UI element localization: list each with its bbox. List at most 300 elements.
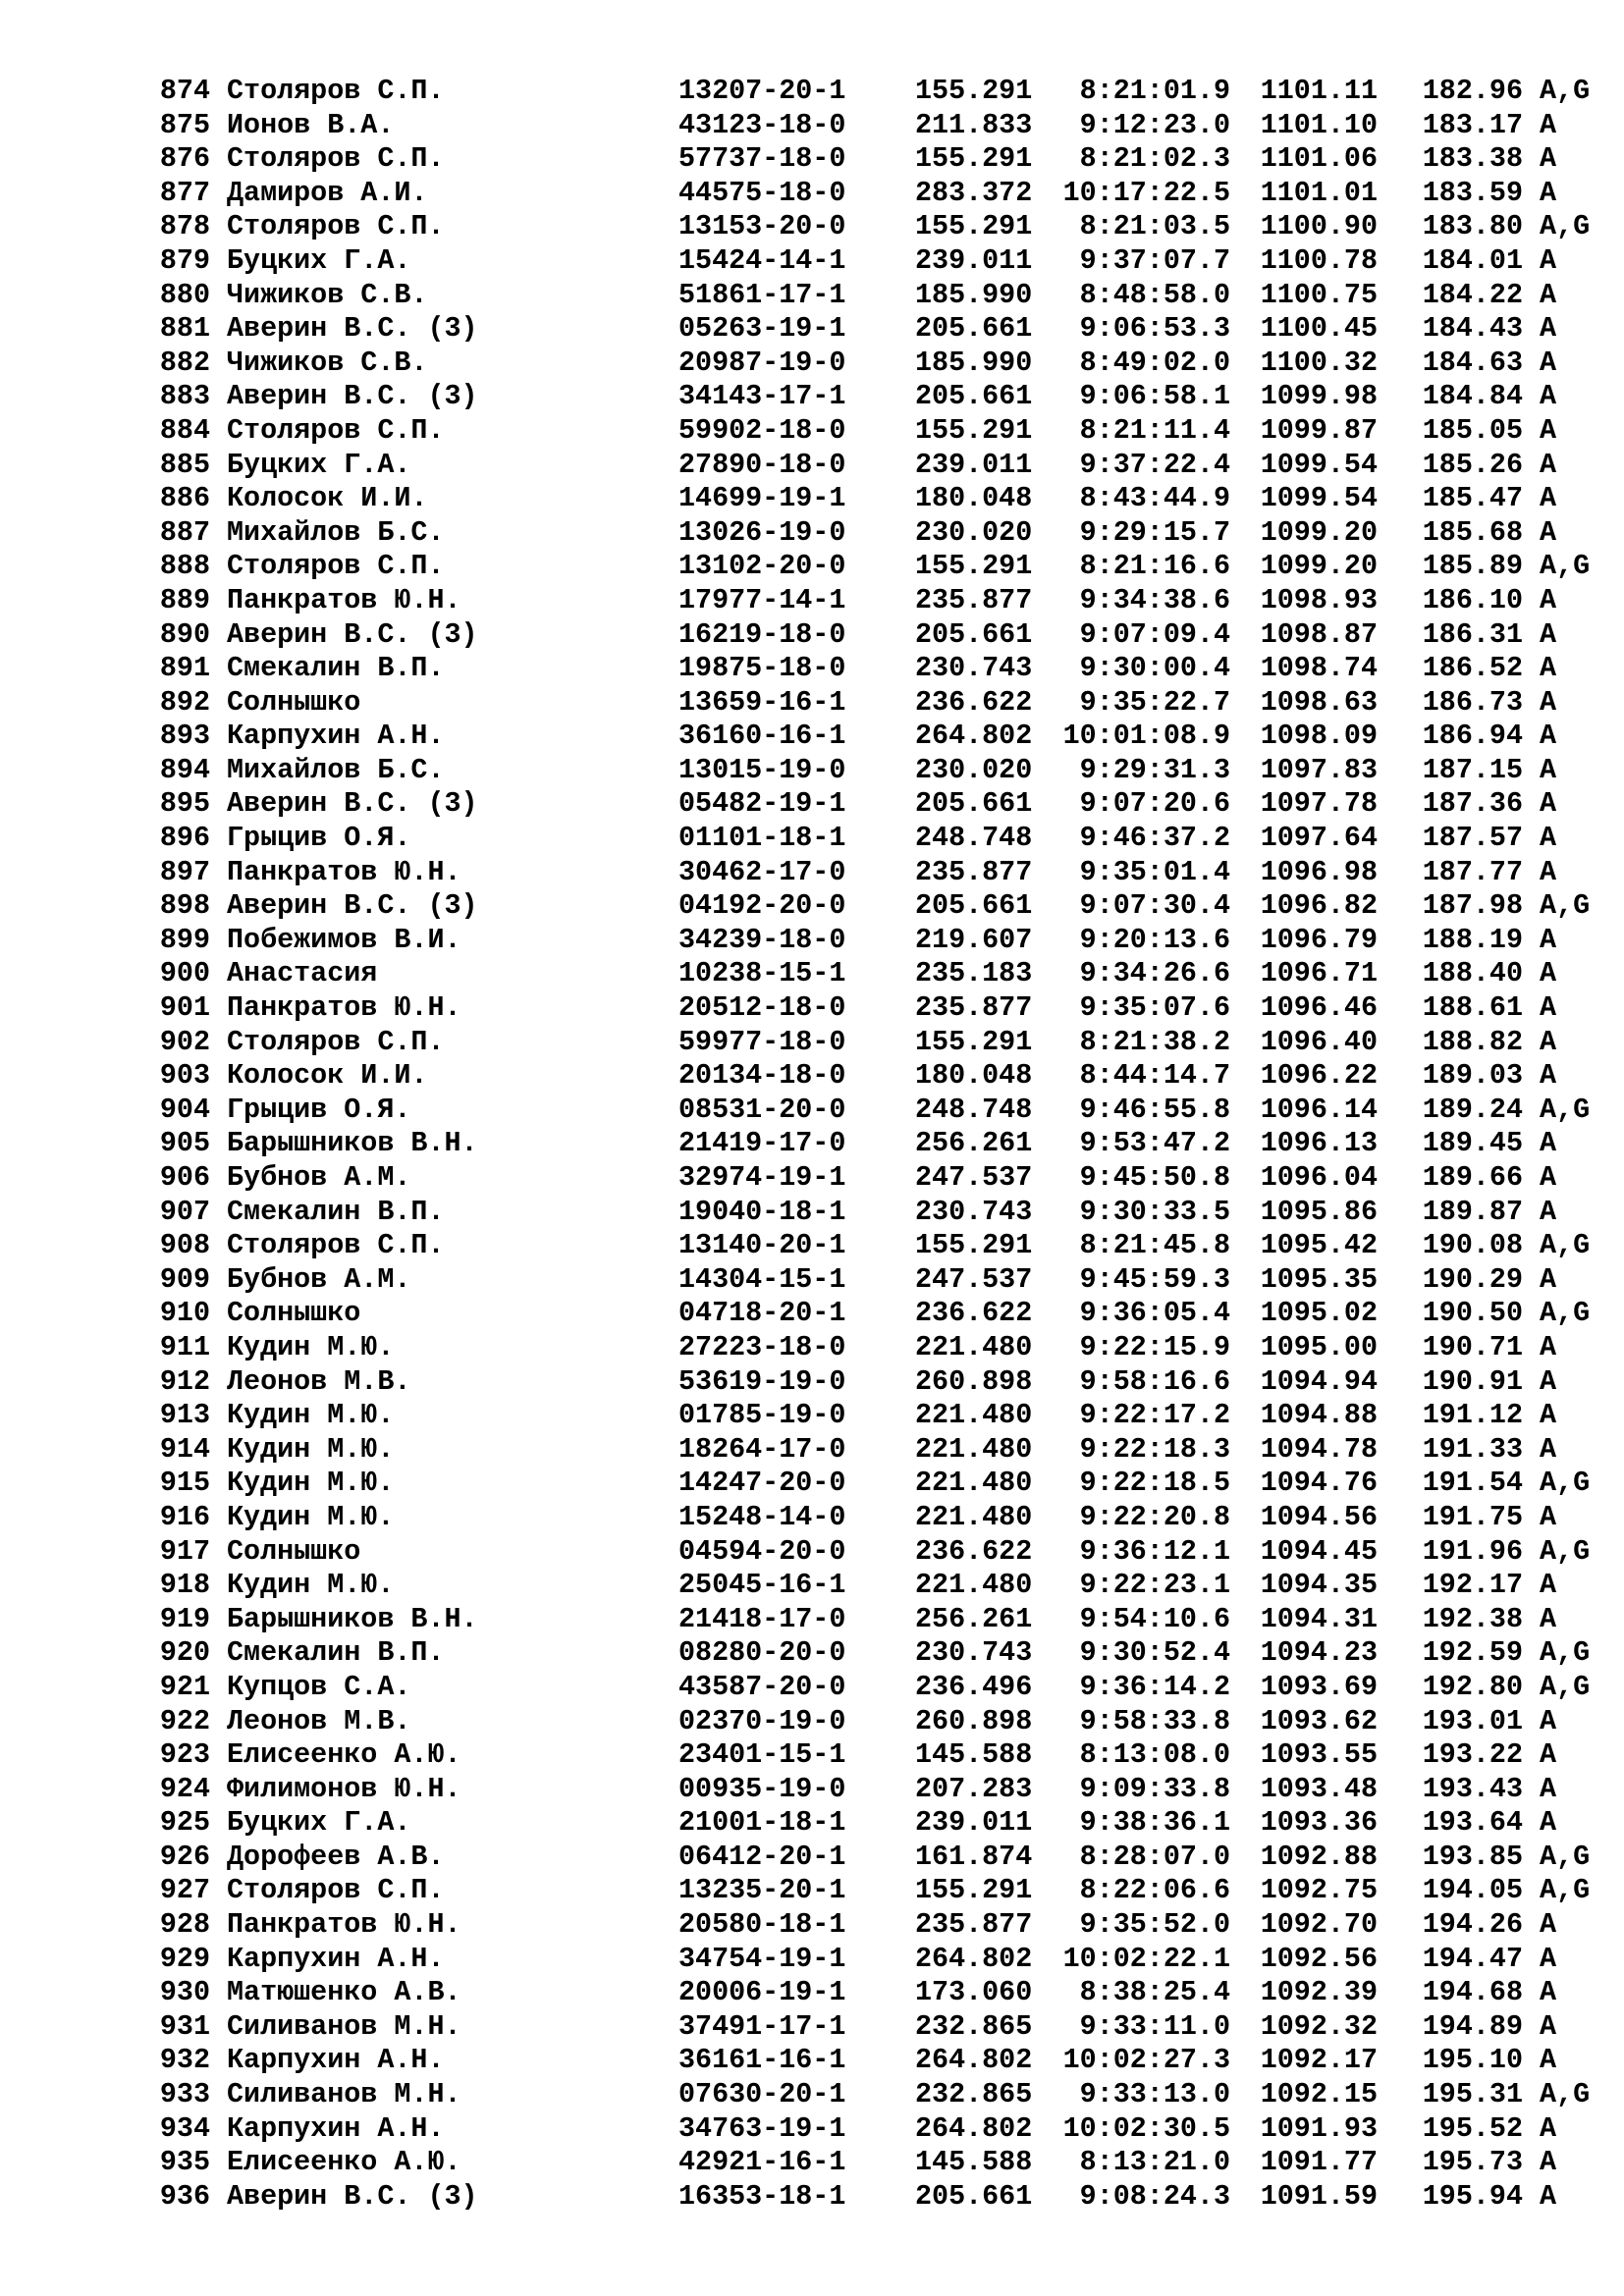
table-row <box>143 652 1590 686</box>
distance-km: 219.607 <box>915 923 1033 956</box>
table-row <box>143 618 1590 653</box>
fancier-name: Кудин М.Ю. <box>227 1399 395 1432</box>
fancier-name: Матюшенко А.В. <box>227 1976 461 2009</box>
ring-number: 19040-18-1 <box>678 1195 846 1228</box>
table-row <box>143 312 1590 347</box>
arrival-time: 9:33:11.0 <box>1079 2009 1230 2043</box>
ring-number: 36161-16-1 <box>678 2044 846 2077</box>
place-number: 904 <box>159 1093 210 1126</box>
ring-number: 10238-15-1 <box>678 957 846 990</box>
place-number: 928 <box>159 1908 210 1942</box>
table-row <box>143 720 1590 754</box>
speed-value: 1100.75 <box>1260 278 1378 311</box>
coefficient: 186.94 <box>1422 720 1523 753</box>
place-number: 914 <box>159 1432 210 1466</box>
fancier-name: Силиванов М.Н. <box>227 2078 461 2111</box>
arrival-time: 9:06:53.3 <box>1079 312 1230 346</box>
distance-km: 256.261 <box>915 1602 1033 1635</box>
table-row <box>143 1501 1590 1535</box>
table-row <box>143 449 1590 483</box>
fancier-name: Смекалин В.П. <box>227 652 445 685</box>
fancier-name: Леонов М.В. <box>227 1704 411 1737</box>
table-row <box>143 924 1590 958</box>
distance-km: 235.877 <box>915 991 1033 1025</box>
results-table <box>143 75 1590 2214</box>
speed-value: 1094.45 <box>1260 1534 1378 1568</box>
arrival-time: 9:30:33.5 <box>1079 1195 1230 1228</box>
distance-km: 230.020 <box>915 515 1033 549</box>
place-number: 885 <box>159 448 210 481</box>
distance-km: 236.622 <box>915 685 1033 719</box>
arrival-time: 8:22:06.6 <box>1079 1874 1230 1907</box>
speed-value: 1099.54 <box>1260 448 1378 481</box>
fancier-name: Аверин В.С. (3) <box>227 312 478 346</box>
fancier-name: Буцких Г.А. <box>227 243 411 277</box>
place-number: 890 <box>159 617 210 651</box>
category-flag: A <box>1540 855 1557 888</box>
place-number: 879 <box>159 243 210 277</box>
coefficient: 193.64 <box>1422 1806 1523 1840</box>
ring-number: 04594-20-0 <box>678 1534 846 1568</box>
fancier-name: Колосок И.И. <box>227 482 428 515</box>
speed-value: 1094.88 <box>1260 1399 1378 1432</box>
category-flag: A <box>1540 1704 1557 1737</box>
arrival-time: 9:37:22.4 <box>1079 448 1230 481</box>
speed-value: 1099.98 <box>1260 380 1378 413</box>
distance-km: 207.283 <box>915 1772 1033 1805</box>
speed-value: 1095.35 <box>1260 1262 1378 1296</box>
ring-number: 13102-20-0 <box>678 550 846 583</box>
category-flag: A <box>1540 1569 1557 1602</box>
ring-number: 32974-19-1 <box>678 1161 846 1194</box>
distance-km: 180.048 <box>915 1059 1033 1093</box>
distance-km: 247.537 <box>915 1262 1033 1296</box>
fancier-name: Панкратов Ю.Н. <box>227 855 461 888</box>
table-row <box>143 1365 1590 1400</box>
ring-number: 14699-19-1 <box>678 482 846 515</box>
distance-km: 180.048 <box>915 482 1033 515</box>
category-flag: A <box>1540 1330 1557 1363</box>
distance-km: 260.898 <box>915 1704 1033 1737</box>
coefficient: 184.01 <box>1422 243 1523 277</box>
arrival-time: 8:38:25.4 <box>1079 1976 1230 2009</box>
ring-number: 27223-18-0 <box>678 1330 846 1363</box>
place-number: 909 <box>159 1262 210 1296</box>
arrival-time: 9:38:36.1 <box>1079 1806 1230 1840</box>
speed-value: 1092.70 <box>1260 1908 1378 1942</box>
fancier-name: Аверин В.С. (3) <box>227 380 478 413</box>
distance-km: 232.865 <box>915 2078 1033 2111</box>
arrival-time: 9:53:47.2 <box>1079 1127 1230 1160</box>
fancier-name: Солнышко <box>227 685 361 719</box>
arrival-time: 8:21:03.5 <box>1079 210 1230 243</box>
distance-km: 205.661 <box>915 380 1033 413</box>
table-row <box>143 1671 1590 1705</box>
place-number: 913 <box>159 1399 210 1432</box>
arrival-time: 8:49:02.0 <box>1079 346 1230 379</box>
speed-value: 1092.88 <box>1260 1840 1378 1873</box>
place-number: 926 <box>159 1840 210 1873</box>
place-number: 883 <box>159 380 210 413</box>
distance-km: 248.748 <box>915 822 1033 855</box>
distance-km: 260.898 <box>915 1364 1033 1398</box>
arrival-time: 9:46:55.8 <box>1079 1093 1230 1126</box>
arrival-time: 10:01:08.9 <box>1062 720 1230 753</box>
category-flag: A,G <box>1540 1467 1591 1500</box>
speed-value: 1094.35 <box>1260 1569 1378 1602</box>
table-row <box>143 380 1590 414</box>
speed-value: 1099.20 <box>1260 515 1378 549</box>
table-row <box>143 516 1590 551</box>
category-flag: A <box>1540 278 1557 311</box>
coefficient: 188.61 <box>1422 991 1523 1025</box>
place-number: 910 <box>159 1297 210 1330</box>
coefficient: 188.82 <box>1422 1025 1523 1058</box>
speed-value: 1092.32 <box>1260 2009 1378 2043</box>
table-row <box>143 75 1590 109</box>
ring-number: 36160-16-1 <box>678 720 846 753</box>
speed-value: 1101.11 <box>1260 75 1378 107</box>
speed-value: 1096.14 <box>1260 1093 1378 1126</box>
fancier-name: Буцких Г.А. <box>227 1806 411 1840</box>
coefficient: 186.31 <box>1422 617 1523 651</box>
table-row <box>143 1636 1590 1671</box>
fancier-name: Аверин В.С. (3) <box>227 787 478 821</box>
fancier-name: Силиванов М.Н. <box>227 2009 461 2043</box>
speed-value: 1092.56 <box>1260 1942 1378 1975</box>
ring-number: 20006-19-1 <box>678 1976 846 2009</box>
speed-value: 1100.32 <box>1260 346 1378 379</box>
arrival-time: 9:22:18.3 <box>1079 1432 1230 1466</box>
ring-number: 13207-20-1 <box>678 75 846 107</box>
fancier-name: Солнышко <box>227 1297 361 1330</box>
category-flag: A <box>1540 753 1557 786</box>
category-flag: A <box>1540 1942 1557 1975</box>
arrival-time: 9:45:59.3 <box>1079 1262 1230 1296</box>
speed-value: 1097.78 <box>1260 787 1378 821</box>
distance-km: 205.661 <box>915 889 1033 923</box>
category-flag: A <box>1540 1772 1557 1805</box>
table-row <box>143 1229 1590 1263</box>
category-flag: A <box>1540 1602 1557 1635</box>
place-number: 920 <box>159 1636 210 1670</box>
coefficient: 185.68 <box>1422 515 1523 549</box>
category-flag: A <box>1540 1127 1557 1160</box>
category-flag: A,G <box>1540 1670 1591 1703</box>
speed-value: 1099.54 <box>1260 482 1378 515</box>
place-number: 931 <box>159 2009 210 2043</box>
ring-number: 20580-18-1 <box>678 1908 846 1942</box>
speed-value: 1096.79 <box>1260 923 1378 956</box>
place-number: 896 <box>159 822 210 855</box>
arrival-time: 8:44:14.7 <box>1079 1059 1230 1093</box>
coefficient: 183.17 <box>1422 108 1523 141</box>
category-flag: A <box>1540 787 1557 821</box>
place-number: 878 <box>159 210 210 243</box>
arrival-time: 9:35:52.0 <box>1079 1908 1230 1942</box>
fancier-name: Чижиков С.В. <box>227 346 428 379</box>
category-flag: A <box>1540 1432 1557 1466</box>
category-flag: A <box>1540 243 1557 277</box>
distance-km: 211.833 <box>915 108 1033 141</box>
table-row <box>143 686 1590 721</box>
table-row <box>143 1943 1590 1977</box>
category-flag: A <box>1540 515 1557 549</box>
arrival-time: 8:13:21.0 <box>1079 2146 1230 2179</box>
category-flag: A <box>1540 142 1557 176</box>
place-number: 911 <box>159 1330 210 1363</box>
ring-number: 59977-18-0 <box>678 1025 846 1058</box>
place-number: 881 <box>159 312 210 346</box>
table-row <box>143 1738 1590 1773</box>
table-row <box>143 957 1590 991</box>
coefficient: 188.19 <box>1422 923 1523 956</box>
arrival-time: 8:43:44.9 <box>1079 482 1230 515</box>
place-number: 932 <box>159 2044 210 2077</box>
fancier-name: Буцких Г.А. <box>227 448 411 481</box>
distance-km: 221.480 <box>915 1569 1033 1602</box>
coefficient: 190.91 <box>1422 1364 1523 1398</box>
category-flag: A <box>1540 720 1557 753</box>
fancier-name: Кудин М.Ю. <box>227 1432 395 1466</box>
place-number: 922 <box>159 1704 210 1737</box>
table-row <box>143 1467 1590 1501</box>
table-row <box>143 1094 1590 1128</box>
ring-number: 25045-16-1 <box>678 1569 846 1602</box>
category-flag: A <box>1540 1025 1557 1058</box>
fancier-name: Солнышко <box>227 1534 361 1568</box>
ring-number: 08280-20-0 <box>678 1636 846 1670</box>
place-number: 889 <box>159 583 210 616</box>
speed-value: 1098.63 <box>1260 685 1378 719</box>
coefficient: 191.33 <box>1422 1432 1523 1466</box>
table-row <box>143 1874 1590 1908</box>
ring-number: 00935-19-0 <box>678 1772 846 1805</box>
distance-km: 155.291 <box>915 210 1033 243</box>
category-flag: A <box>1540 108 1557 141</box>
coefficient: 187.77 <box>1422 855 1523 888</box>
category-flag: A <box>1540 923 1557 956</box>
ring-number: 02370-19-0 <box>678 1704 846 1737</box>
fancier-name: Дамиров А.И. <box>227 176 428 209</box>
fancier-name: Ионов В.А. <box>227 108 395 141</box>
speed-value: 1100.45 <box>1260 312 1378 346</box>
ring-number: 06412-20-1 <box>678 1840 846 1873</box>
place-number: 918 <box>159 1569 210 1602</box>
table-row <box>143 2078 1590 2112</box>
fancier-name: Побежимов В.И. <box>227 923 461 956</box>
arrival-time: 9:06:58.1 <box>1079 380 1230 413</box>
category-flag: A <box>1540 822 1557 855</box>
ring-number: 05263-19-1 <box>678 312 846 346</box>
table-row <box>143 1773 1590 1807</box>
distance-km: 221.480 <box>915 1330 1033 1363</box>
coefficient: 192.59 <box>1422 1636 1523 1670</box>
arrival-time: 10:02:30.5 <box>1062 2111 1230 2145</box>
ring-number: 13026-19-0 <box>678 515 846 549</box>
ring-number: 21419-17-0 <box>678 1127 846 1160</box>
arrival-time: 9:54:10.6 <box>1079 1602 1230 1635</box>
table-row <box>143 822 1590 856</box>
category-flag: A <box>1540 1195 1557 1228</box>
place-number: 900 <box>159 957 210 990</box>
place-number: 884 <box>159 413 210 447</box>
speed-value: 1094.31 <box>1260 1602 1378 1635</box>
fancier-name: Столяров С.П. <box>227 210 445 243</box>
speed-value: 1096.13 <box>1260 1127 1378 1160</box>
place-number: 903 <box>159 1059 210 1093</box>
distance-km: 230.743 <box>915 652 1033 685</box>
distance-km: 239.011 <box>915 1806 1033 1840</box>
distance-km: 155.291 <box>915 1874 1033 1907</box>
ring-number: 16353-18-1 <box>678 2179 846 2213</box>
category-flag: A <box>1540 1059 1557 1093</box>
arrival-time: 9:09:33.8 <box>1079 1772 1230 1805</box>
arrival-time: 8:28:07.0 <box>1079 1840 1230 1873</box>
category-flag: A <box>1540 1976 1557 2009</box>
distance-km: 230.020 <box>915 753 1033 786</box>
fancier-name: Елисеенко А.Ю. <box>227 2146 461 2179</box>
arrival-time: 8:21:02.3 <box>1079 142 1230 176</box>
place-number: 891 <box>159 652 210 685</box>
place-number: 887 <box>159 515 210 549</box>
ring-number: 01785-19-0 <box>678 1399 846 1432</box>
fancier-name: Купцов С.А. <box>227 1670 411 1703</box>
distance-km: 155.291 <box>915 1229 1033 1262</box>
table-row <box>143 2112 1590 2147</box>
arrival-time: 9:36:05.4 <box>1079 1297 1230 1330</box>
coefficient: 195.52 <box>1422 2111 1523 2145</box>
ring-number: 13153-20-0 <box>678 210 846 243</box>
coefficient: 186.52 <box>1422 652 1523 685</box>
speed-value: 1101.01 <box>1260 176 1378 209</box>
distance-km: 221.480 <box>915 1500 1033 1533</box>
arrival-time: 9:58:33.8 <box>1079 1704 1230 1737</box>
results-body <box>143 75 1590 2214</box>
fancier-name: Смекалин В.П. <box>227 1636 445 1670</box>
place-number: 925 <box>159 1806 210 1840</box>
fancier-name: Аверин В.С. (3) <box>227 617 478 651</box>
coefficient: 187.57 <box>1422 822 1523 855</box>
speed-value: 1100.78 <box>1260 243 1378 277</box>
speed-value: 1101.10 <box>1260 108 1378 141</box>
arrival-time: 9:22:20.8 <box>1079 1500 1230 1533</box>
category-flag: A <box>1540 652 1557 685</box>
ring-number: 53619-19-0 <box>678 1364 846 1398</box>
place-number: 915 <box>159 1467 210 1500</box>
distance-km: 232.865 <box>915 2009 1033 2043</box>
category-flag: A <box>1540 176 1557 209</box>
speed-value: 1094.78 <box>1260 1432 1378 1466</box>
ring-number: 21418-17-0 <box>678 1602 846 1635</box>
coefficient: 192.80 <box>1422 1670 1523 1703</box>
place-number: 895 <box>159 787 210 821</box>
fancier-name: Карпухин А.Н. <box>227 2111 445 2145</box>
table-row <box>143 1161 1590 1196</box>
distance-km: 185.990 <box>915 278 1033 311</box>
distance-km: 264.802 <box>915 2044 1033 2077</box>
arrival-time: 9:08:24.3 <box>1079 2179 1230 2213</box>
coefficient: 194.26 <box>1422 1908 1523 1942</box>
ring-number: 04718-20-1 <box>678 1297 846 1330</box>
coefficient: 194.05 <box>1422 1874 1523 1907</box>
ring-number: 42921-16-1 <box>678 2146 846 2179</box>
place-number: 893 <box>159 720 210 753</box>
ring-number: 30462-17-0 <box>678 855 846 888</box>
place-number: 906 <box>159 1161 210 1194</box>
speed-value: 1091.59 <box>1260 2179 1378 2213</box>
ring-number: 13659-16-1 <box>678 685 846 719</box>
place-number: 886 <box>159 482 210 515</box>
arrival-time: 9:07:20.6 <box>1079 787 1230 821</box>
table-row <box>143 1908 1590 1943</box>
place-number: 933 <box>159 2078 210 2111</box>
category-flag: A,G <box>1540 75 1591 107</box>
category-flag: A,G <box>1540 1534 1591 1568</box>
table-row <box>143 244 1590 279</box>
coefficient: 189.66 <box>1422 1161 1523 1194</box>
table-row <box>143 754 1590 788</box>
distance-km: 155.291 <box>915 550 1033 583</box>
distance-km: 235.877 <box>915 583 1033 616</box>
table-row <box>143 550 1590 584</box>
category-flag: A <box>1540 1399 1557 1432</box>
fancier-name: Столяров С.П. <box>227 1025 445 1058</box>
place-number: 907 <box>159 1195 210 1228</box>
arrival-time: 8:21:45.8 <box>1079 1229 1230 1262</box>
table-row <box>143 279 1590 313</box>
table-row <box>143 210 1590 244</box>
coefficient: 184.43 <box>1422 312 1523 346</box>
ring-number: 18264-17-0 <box>678 1432 846 1466</box>
category-flag: A <box>1540 2044 1557 2077</box>
speed-value: 1098.87 <box>1260 617 1378 651</box>
speed-value: 1093.36 <box>1260 1806 1378 1840</box>
table-row <box>143 142 1590 177</box>
speed-value: 1091.93 <box>1260 2111 1378 2145</box>
speed-value: 1094.56 <box>1260 1500 1378 1533</box>
speed-value: 1098.93 <box>1260 583 1378 616</box>
fancier-name: Кудин М.Ю. <box>227 1330 395 1363</box>
distance-km: 145.588 <box>915 2146 1033 2179</box>
speed-value: 1096.71 <box>1260 957 1378 990</box>
arrival-time: 8:21:16.6 <box>1079 550 1230 583</box>
category-flag: A <box>1540 1738 1557 1772</box>
fancier-name: Дорофеев А.В. <box>227 1840 445 1873</box>
coefficient: 195.31 <box>1422 2078 1523 2111</box>
table-row <box>143 482 1590 516</box>
distance-km: 239.011 <box>915 243 1033 277</box>
arrival-time: 9:22:18.5 <box>1079 1467 1230 1500</box>
fancier-name: Колосок И.И. <box>227 1059 428 1093</box>
distance-km: 221.480 <box>915 1399 1033 1432</box>
distance-km: 155.291 <box>915 75 1033 107</box>
speed-value: 1097.83 <box>1260 753 1378 786</box>
place-number: 901 <box>159 991 210 1025</box>
arrival-time: 9:07:30.4 <box>1079 889 1230 923</box>
speed-value: 1093.69 <box>1260 1670 1378 1703</box>
speed-value: 1091.77 <box>1260 2146 1378 2179</box>
table-row <box>143 787 1590 822</box>
speed-value: 1094.94 <box>1260 1364 1378 1398</box>
speed-value: 1101.06 <box>1260 142 1378 176</box>
ring-number: 05482-19-1 <box>678 787 846 821</box>
fancier-name: Кудин М.Ю. <box>227 1569 395 1602</box>
fancier-name: Столяров С.П. <box>227 413 445 447</box>
fancier-name: Бубнов А.М. <box>227 1262 411 1296</box>
table-row <box>143 2044 1590 2078</box>
arrival-time: 8:21:11.4 <box>1079 413 1230 447</box>
